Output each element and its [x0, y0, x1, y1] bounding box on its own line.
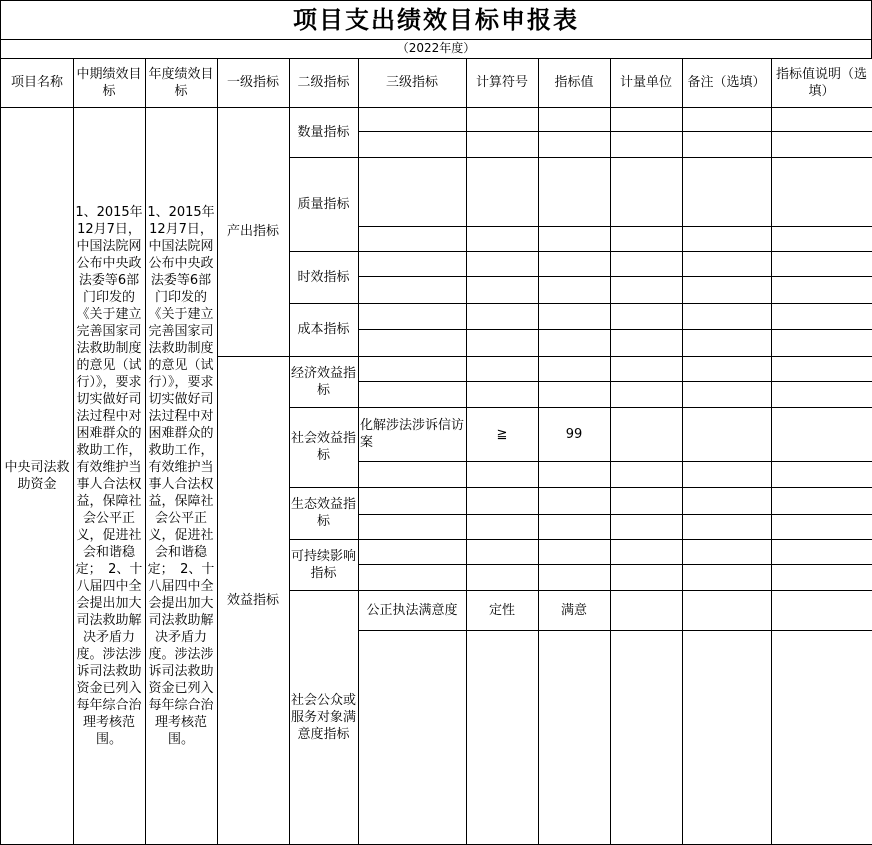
row-7-value: [538, 329, 611, 357]
row-0-value: [538, 107, 611, 132]
row-8-value-desc: [771, 356, 872, 382]
row-9-level3: [358, 381, 467, 408]
row-10-remark: [682, 407, 772, 462]
row-14-operator: [466, 539, 539, 565]
row-12-remark: [682, 487, 772, 515]
row-11-value-desc: [771, 461, 872, 488]
row-5-operator: [466, 276, 539, 304]
row-10-unit: [610, 407, 683, 462]
row-16-unit: [610, 590, 683, 631]
row-10-value: 99: [538, 407, 611, 462]
row-3-level3: [358, 226, 467, 252]
row-0-unit: [610, 107, 683, 132]
level2-satisfaction: 社会公众或服务对象满意度指标: [289, 590, 359, 845]
row-9-operator: [466, 381, 539, 408]
header-remark: 备注（选填）: [682, 58, 772, 108]
row-7-unit: [610, 329, 683, 357]
row-16-operator: 定性: [466, 590, 539, 631]
row-9-remark: [682, 381, 772, 408]
row-8-unit: [610, 356, 683, 382]
row-9-value: [538, 381, 611, 408]
row-3-operator: [466, 226, 539, 252]
row-14-remark: [682, 539, 772, 565]
annual-goal-cell: 1、2015年12月7日，中国法院网公布中央政法委等6部门印发的《关于建立完善国家司法救助制度的意见（试行）》，要求切实做好司法过程中对困难群众的救助工作，有效维护当事人合法权益，保障社会公平正义，促进社会和谐稳定； 2、十八届四中全会提出加大司法救助解决矛盾力度。涉法涉诉司法救助资金已列入每年综合治理考核范围。: [145, 107, 218, 845]
level2-timeliness: 时效指标: [289, 251, 359, 304]
row-11-operator: [466, 461, 539, 488]
row-14-value-desc: [771, 539, 872, 565]
row-13-remark: [682, 514, 772, 540]
row-5-unit: [610, 276, 683, 304]
row-0-operator: [466, 107, 539, 132]
row-13-level3: [358, 514, 467, 540]
row-3-value: [538, 226, 611, 252]
row-7-level3: [358, 329, 467, 357]
row-16-value: 满意: [538, 590, 611, 631]
row-12-value: [538, 487, 611, 515]
row-4-value-desc: [771, 251, 872, 277]
level2-quantity: 数量指标: [289, 107, 359, 158]
row-9-unit: [610, 381, 683, 408]
row-8-remark: [682, 356, 772, 382]
row-5-level3: [358, 276, 467, 304]
row-13-unit: [610, 514, 683, 540]
level2-ecological: 生态效益指标: [289, 487, 359, 540]
row-12-value-desc: [771, 487, 872, 515]
row-12-level3: [358, 487, 467, 515]
row-4-unit: [610, 251, 683, 277]
row-2-unit: [610, 157, 683, 227]
row-1-remark: [682, 131, 772, 158]
row-7-operator: [466, 329, 539, 357]
row-11-value: [538, 461, 611, 488]
row-16-remark: [682, 590, 772, 631]
row-17-level3: [358, 630, 467, 845]
row-10-value-desc: [771, 407, 872, 462]
header-value-desc: 指标值说明（选填）: [771, 58, 872, 108]
row-6-operator: [466, 303, 539, 330]
row-3-value-desc: [771, 226, 872, 252]
row-17-value-desc: [771, 630, 872, 845]
level1-output: 产出指标: [217, 107, 290, 357]
row-2-remark: [682, 157, 772, 227]
row-0-remark: [682, 107, 772, 132]
header-value: 指标值: [538, 58, 611, 108]
row-7-value-desc: [771, 329, 872, 357]
row-15-value-desc: [771, 564, 872, 591]
row-6-value: [538, 303, 611, 330]
row-6-value-desc: [771, 303, 872, 330]
row-5-value: [538, 276, 611, 304]
row-4-operator: [466, 251, 539, 277]
row-0-level3: [358, 107, 467, 132]
row-10-operator: ≧: [466, 407, 539, 462]
row-13-value-desc: [771, 514, 872, 540]
row-1-unit: [610, 131, 683, 158]
mid-goal-cell: 1、2015年12月7日，中国法院网公布中央政法委等6部门印发的《关于建立完善国家司法救助制度的意见（试行）》，要求切实做好司法过程中对困难群众的救助工作，有效维护当事人合法权益，保障社会公平正义，促进社会和谐稳定； 2、十八届四中全会提出加大司法救助解决矛盾力度。涉法涉诉司法救助资金已列入每年综合治理考核范围。: [73, 107, 146, 845]
row-17-remark: [682, 630, 772, 845]
row-4-level3: [358, 251, 467, 277]
year-label: （2022年度）: [0, 39, 872, 59]
row-15-value: [538, 564, 611, 591]
row-2-operator: [466, 157, 539, 227]
row-14-value: [538, 539, 611, 565]
level1-benefit: 效益指标: [217, 356, 290, 845]
row-14-unit: [610, 539, 683, 565]
row-2-value-desc: [771, 157, 872, 227]
row-10-level3: 化解涉法涉诉信访案: [358, 407, 467, 462]
level2-quality: 质量指标: [289, 157, 359, 252]
row-8-operator: [466, 356, 539, 382]
row-15-level3: [358, 564, 467, 591]
row-5-remark: [682, 276, 772, 304]
row-15-unit: [610, 564, 683, 591]
row-6-unit: [610, 303, 683, 330]
row-3-unit: [610, 226, 683, 252]
header-operator: 计算符号: [466, 58, 539, 108]
row-17-unit: [610, 630, 683, 845]
header-mid-goal: 中期绩效目标: [73, 58, 146, 108]
row-0-value-desc: [771, 107, 872, 132]
row-11-unit: [610, 461, 683, 488]
row-15-operator: [466, 564, 539, 591]
header-level1: 一级指标: [217, 58, 290, 108]
row-1-value-desc: [771, 131, 872, 158]
row-1-value: [538, 131, 611, 158]
level2-social: 社会效益指标: [289, 407, 359, 488]
row-2-level3: [358, 157, 467, 227]
row-13-value: [538, 514, 611, 540]
row-8-level3: [358, 356, 467, 382]
row-11-level3: [358, 461, 467, 488]
level2-cost: 成本指标: [289, 303, 359, 357]
row-6-remark: [682, 303, 772, 330]
row-16-level3: 公正执法满意度: [358, 590, 467, 631]
row-17-value: [538, 630, 611, 845]
header-level2: 二级指标: [289, 58, 359, 108]
row-7-remark: [682, 329, 772, 357]
row-5-value-desc: [771, 276, 872, 304]
header-annual-goal: 年度绩效目标: [145, 58, 218, 108]
header-project-name: 项目名称: [0, 58, 74, 108]
row-9-value-desc: [771, 381, 872, 408]
row-1-level3: [358, 131, 467, 158]
table-title: 项目支出绩效目标申报表: [0, 0, 872, 40]
row-4-value: [538, 251, 611, 277]
row-2-value: [538, 157, 611, 227]
row-1-operator: [466, 131, 539, 158]
level2-sustainable: 可持续影响指标: [289, 539, 359, 591]
row-12-unit: [610, 487, 683, 515]
header-level3: 三级指标: [358, 58, 467, 108]
level2-economic: 经济效益指标: [289, 356, 359, 408]
row-16-value-desc: [771, 590, 872, 631]
row-13-operator: [466, 514, 539, 540]
header-unit: 计量单位: [610, 58, 683, 108]
row-14-level3: [358, 539, 467, 565]
row-8-value: [538, 356, 611, 382]
project-name-cell: 中央司法救助资金: [0, 107, 74, 845]
row-15-remark: [682, 564, 772, 591]
row-11-remark: [682, 461, 772, 488]
row-12-operator: [466, 487, 539, 515]
row-17-operator: [466, 630, 539, 845]
row-3-remark: [682, 226, 772, 252]
row-4-remark: [682, 251, 772, 277]
row-6-level3: [358, 303, 467, 330]
